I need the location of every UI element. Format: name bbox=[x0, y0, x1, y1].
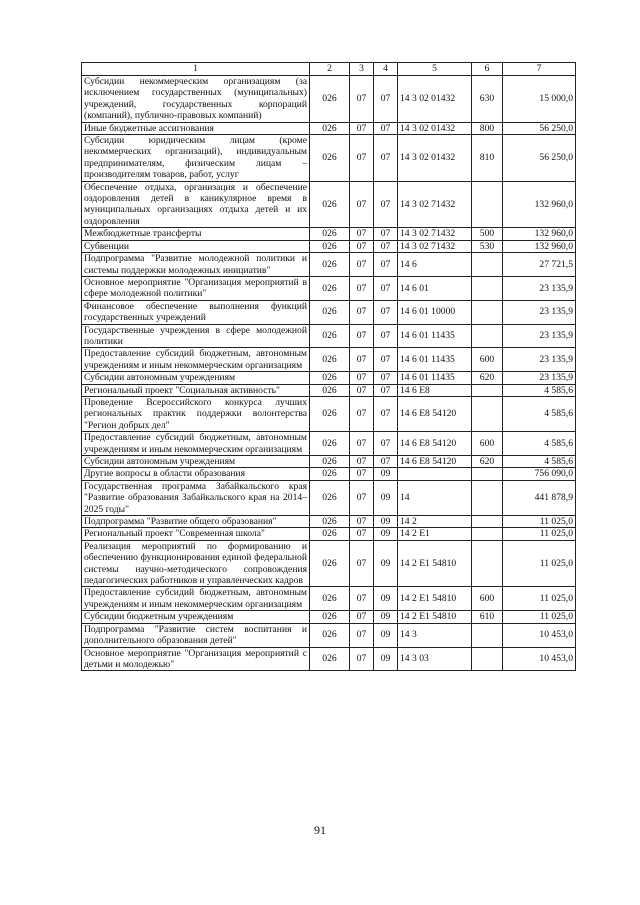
table-row bbox=[82, 540, 576, 587]
target-article-code: 14 3 02 01432 bbox=[398, 135, 472, 182]
row-name: Субсидии автономным учреждениям bbox=[82, 372, 310, 384]
subsection-code: 09 bbox=[374, 516, 398, 528]
row-name: Предоставление субсидий бюджетным, автономным учреждениям и иным некоммерческим организациям bbox=[82, 587, 310, 611]
subsection-code: 07 bbox=[374, 324, 398, 348]
table-row bbox=[82, 587, 576, 611]
row-name: Государственные учреждения в сфере молодежной политики bbox=[82, 324, 310, 348]
expense-type-code: 630 bbox=[472, 76, 503, 123]
expense-type-code bbox=[472, 623, 503, 647]
table-row bbox=[82, 647, 576, 671]
row-name: Проведение Всероссийского конкурса лучших региональных практик поддержки волонтерства "Регион добрых дел" bbox=[82, 396, 310, 431]
expense-type-code: 620 bbox=[472, 372, 503, 384]
row-name: Региональный проект "Социальная активность" bbox=[82, 384, 310, 396]
amount: 11 025,0 bbox=[503, 611, 576, 623]
subsection-code: 07 bbox=[374, 122, 398, 134]
target-article-code: 14 6 01 11435 bbox=[398, 324, 472, 348]
subsection-code: 07 bbox=[374, 372, 398, 384]
expense-type-code bbox=[472, 480, 503, 515]
column-number: 5 bbox=[398, 63, 472, 76]
expense-type-code bbox=[472, 300, 503, 324]
section-code: 07 bbox=[350, 122, 374, 134]
section-code: 07 bbox=[350, 623, 374, 647]
expense-type-code bbox=[472, 253, 503, 277]
row-name: Предоставление субсидий бюджетным, автономным учреждениям и иным некоммерческим организациям bbox=[82, 432, 310, 456]
amount: 56 250,0 bbox=[503, 122, 576, 134]
admin-code: 026 bbox=[310, 587, 350, 611]
admin-code: 026 bbox=[310, 228, 350, 240]
section-code: 07 bbox=[350, 456, 374, 468]
section-code: 07 bbox=[350, 587, 374, 611]
table-row bbox=[82, 253, 576, 277]
amount: 23 135,9 bbox=[503, 372, 576, 384]
amount: 132 960,0 bbox=[503, 228, 576, 240]
table-row bbox=[82, 456, 576, 468]
amount: 23 135,9 bbox=[503, 300, 576, 324]
table-row bbox=[82, 372, 576, 384]
section-code: 07 bbox=[350, 528, 374, 540]
amount: 23 135,9 bbox=[503, 276, 576, 300]
target-article-code: 14 3 02 71432 bbox=[398, 181, 472, 228]
target-article-code: 14 6 01 10000 bbox=[398, 300, 472, 324]
section-code: 07 bbox=[350, 611, 374, 623]
section-code: 07 bbox=[350, 372, 374, 384]
admin-code: 026 bbox=[310, 276, 350, 300]
target-article-code: 14 2 E1 54810 bbox=[398, 611, 472, 623]
subsection-code: 07 bbox=[374, 240, 398, 252]
section-code: 07 bbox=[350, 228, 374, 240]
row-name: Финансовое обеспечение выполнения функций государственных учреждений bbox=[82, 300, 310, 324]
amount: 10 453,0 bbox=[503, 623, 576, 647]
expense-type-code bbox=[472, 324, 503, 348]
admin-code: 026 bbox=[310, 253, 350, 277]
section-code: 07 bbox=[350, 432, 374, 456]
expense-type-code bbox=[472, 468, 503, 480]
budget-table bbox=[81, 62, 576, 671]
row-name: Субвенции bbox=[82, 240, 310, 252]
subsection-code: 07 bbox=[374, 432, 398, 456]
column-number-row bbox=[82, 63, 576, 76]
subsection-code: 07 bbox=[374, 276, 398, 300]
admin-code: 026 bbox=[310, 528, 350, 540]
section-code: 07 bbox=[350, 647, 374, 671]
subsection-code: 07 bbox=[374, 76, 398, 123]
section-code: 07 bbox=[350, 348, 374, 372]
row-name: Государственная программа Забайкальского края "Развитие образования Забайкальского края на 2014–2025 годы" bbox=[82, 480, 310, 515]
subsection-code: 07 bbox=[374, 456, 398, 468]
target-article-code: 14 6 01 bbox=[398, 276, 472, 300]
subsection-code: 09 bbox=[374, 623, 398, 647]
amount: 756 090,0 bbox=[503, 468, 576, 480]
row-name: Межбюджетные трансферты bbox=[82, 228, 310, 240]
table-row bbox=[82, 480, 576, 515]
section-code: 07 bbox=[350, 384, 374, 396]
subsection-code: 09 bbox=[374, 468, 398, 480]
row-name: Субсидии автономным учреждениям bbox=[82, 456, 310, 468]
admin-code: 026 bbox=[310, 135, 350, 182]
admin-code: 026 bbox=[310, 181, 350, 228]
amount: 15 000,0 bbox=[503, 76, 576, 123]
expense-type-code bbox=[472, 181, 503, 228]
row-name: Иные бюджетные ассигнования bbox=[82, 122, 310, 134]
table-row bbox=[82, 324, 576, 348]
table-row bbox=[82, 623, 576, 647]
target-article-code: 14 2 bbox=[398, 516, 472, 528]
subsection-code: 09 bbox=[374, 528, 398, 540]
table-row bbox=[82, 181, 576, 228]
target-article-code: 14 3 bbox=[398, 623, 472, 647]
row-name: Основное мероприятие "Организация мероприятий в сфере молодежной политики" bbox=[82, 276, 310, 300]
page-number: 91 bbox=[314, 823, 326, 837]
admin-code: 026 bbox=[310, 480, 350, 515]
row-name: Другие вопросы в области образования bbox=[82, 468, 310, 480]
admin-code: 026 bbox=[310, 396, 350, 431]
amount: 11 025,0 bbox=[503, 516, 576, 528]
table-row bbox=[82, 300, 576, 324]
expense-type-code: 610 bbox=[472, 611, 503, 623]
subsection-code: 09 bbox=[374, 540, 398, 587]
target-article-code: 14 6 E8 54120 bbox=[398, 456, 472, 468]
section-code: 07 bbox=[350, 468, 374, 480]
amount: 11 025,0 bbox=[503, 540, 576, 587]
admin-code: 026 bbox=[310, 76, 350, 123]
table-row bbox=[82, 384, 576, 396]
section-code: 07 bbox=[350, 135, 374, 182]
row-name: Основное мероприятие "Организация мероприятий с детьми и молодежью" bbox=[82, 647, 310, 671]
amount: 441 878,9 bbox=[503, 480, 576, 515]
admin-code: 026 bbox=[310, 516, 350, 528]
subsection-code: 07 bbox=[374, 253, 398, 277]
section-code: 07 bbox=[350, 480, 374, 515]
column-number: 7 bbox=[503, 63, 576, 76]
target-article-code: 14 3 02 01432 bbox=[398, 76, 472, 123]
expense-type-code bbox=[472, 528, 503, 540]
target-article-code: 14 2 E1 54810 bbox=[398, 587, 472, 611]
target-article-code: 14 2 E1 54810 bbox=[398, 540, 472, 587]
target-article-code: 14 bbox=[398, 480, 472, 515]
row-name: Подпрограмма "Развитие молодежной политики и системы поддержки молодежных инициатив" bbox=[82, 253, 310, 277]
table-row bbox=[82, 240, 576, 252]
admin-code: 026 bbox=[310, 647, 350, 671]
admin-code: 026 bbox=[310, 540, 350, 587]
amount: 4 585,6 bbox=[503, 432, 576, 456]
target-article-code: 14 6 E8 bbox=[398, 384, 472, 396]
table-row bbox=[82, 528, 576, 540]
admin-code: 026 bbox=[310, 372, 350, 384]
expense-type-code bbox=[472, 276, 503, 300]
target-article-code: 14 2 E1 bbox=[398, 528, 472, 540]
admin-code: 026 bbox=[310, 456, 350, 468]
section-code: 07 bbox=[350, 396, 374, 431]
target-article-code: 14 6 01 11435 bbox=[398, 372, 472, 384]
column-number: 1 bbox=[82, 63, 310, 76]
target-article-code: 14 6 E8 54120 bbox=[398, 432, 472, 456]
amount: 10 453,0 bbox=[503, 647, 576, 671]
subsection-code: 09 bbox=[374, 647, 398, 671]
amount: 23 135,9 bbox=[503, 324, 576, 348]
section-code: 07 bbox=[350, 76, 374, 123]
admin-code: 026 bbox=[310, 468, 350, 480]
row-name: Субсидии некоммерческим организациям (за исключением государственных (муниципальных) учреждений, государственных корпораций (компаний), публично-правовых компаний) bbox=[82, 76, 310, 123]
target-article-code: 14 6 E8 54120 bbox=[398, 396, 472, 431]
section-code: 07 bbox=[350, 300, 374, 324]
subsection-code: 09 bbox=[374, 587, 398, 611]
section-code: 07 bbox=[350, 516, 374, 528]
table-row bbox=[82, 516, 576, 528]
expense-type-code: 620 bbox=[472, 456, 503, 468]
table-body bbox=[82, 76, 576, 671]
table-row bbox=[82, 228, 576, 240]
amount: 4 585,6 bbox=[503, 384, 576, 396]
admin-code: 026 bbox=[310, 122, 350, 134]
subsection-code: 09 bbox=[374, 480, 398, 515]
target-article-code: 14 3 02 01432 bbox=[398, 122, 472, 134]
section-code: 07 bbox=[350, 540, 374, 587]
expense-type-code: 600 bbox=[472, 587, 503, 611]
amount: 132 960,0 bbox=[503, 181, 576, 228]
admin-code: 026 bbox=[310, 240, 350, 252]
subsection-code: 07 bbox=[374, 181, 398, 228]
admin-code: 026 bbox=[310, 611, 350, 623]
row-name: Обеспечение отдыха, организация и обеспечение оздоровления детей в каникулярное время в муниципальных организациях отдыха детей и их оздоровления bbox=[82, 181, 310, 228]
target-article-code: 14 6 bbox=[398, 253, 472, 277]
expense-type-code: 600 bbox=[472, 348, 503, 372]
amount: 11 025,0 bbox=[503, 587, 576, 611]
expense-type-code bbox=[472, 396, 503, 431]
target-article-code bbox=[398, 468, 472, 480]
table-row bbox=[82, 432, 576, 456]
expense-type-code bbox=[472, 384, 503, 396]
amount: 27 721,5 bbox=[503, 253, 576, 277]
row-name: Региональный проект "Современная школа" bbox=[82, 528, 310, 540]
amount: 56 250,0 bbox=[503, 135, 576, 182]
column-number: 4 bbox=[374, 63, 398, 76]
expense-type-code: 810 bbox=[472, 135, 503, 182]
subsection-code: 07 bbox=[374, 396, 398, 431]
amount: 11 025,0 bbox=[503, 528, 576, 540]
table-row bbox=[82, 396, 576, 431]
target-article-code: 14 3 03 bbox=[398, 647, 472, 671]
amount: 132 960,0 bbox=[503, 240, 576, 252]
table-row bbox=[82, 348, 576, 372]
row-name: Предоставление субсидий бюджетным, автономным учреждениям и иным некоммерческим организациям bbox=[82, 348, 310, 372]
table-row bbox=[82, 76, 576, 123]
subsection-code: 07 bbox=[374, 348, 398, 372]
section-code: 07 bbox=[350, 181, 374, 228]
expense-type-code: 800 bbox=[472, 122, 503, 134]
row-name: Подпрограмма "Развитие систем воспитания и дополнительного образования детей" bbox=[82, 623, 310, 647]
target-article-code: 14 6 01 11435 bbox=[398, 348, 472, 372]
admin-code: 026 bbox=[310, 432, 350, 456]
subsection-code: 07 bbox=[374, 228, 398, 240]
target-article-code: 14 3 02 71432 bbox=[398, 240, 472, 252]
table-row bbox=[82, 122, 576, 134]
column-number: 2 bbox=[310, 63, 350, 76]
expense-type-code bbox=[472, 540, 503, 587]
section-code: 07 bbox=[350, 240, 374, 252]
admin-code: 026 bbox=[310, 623, 350, 647]
amount: 4 585,6 bbox=[503, 396, 576, 431]
column-number: 3 bbox=[350, 63, 374, 76]
expense-type-code bbox=[472, 647, 503, 671]
expense-type-code: 500 bbox=[472, 228, 503, 240]
table-row bbox=[82, 468, 576, 480]
admin-code: 026 bbox=[310, 384, 350, 396]
amount: 23 135,9 bbox=[503, 348, 576, 372]
table-row bbox=[82, 611, 576, 623]
section-code: 07 bbox=[350, 324, 374, 348]
admin-code: 026 bbox=[310, 300, 350, 324]
row-name: Реализация мероприятий по формированию и обеспечению функционирования единой федеральной системы научно-методического сопровождения педагогических работников и управленческих кадров bbox=[82, 540, 310, 587]
expense-type-code bbox=[472, 516, 503, 528]
row-name: Подпрограмма "Развитие общего образования" bbox=[82, 516, 310, 528]
section-code: 07 bbox=[350, 253, 374, 277]
subsection-code: 07 bbox=[374, 135, 398, 182]
column-number: 6 bbox=[472, 63, 503, 76]
row-name: Субсидии бюджетным учреждениям bbox=[82, 611, 310, 623]
admin-code: 026 bbox=[310, 348, 350, 372]
section-code: 07 bbox=[350, 276, 374, 300]
expense-type-code: 600 bbox=[472, 432, 503, 456]
subsection-code: 09 bbox=[374, 611, 398, 623]
expense-type-code: 530 bbox=[472, 240, 503, 252]
amount: 4 585,6 bbox=[503, 456, 576, 468]
target-article-code: 14 3 02 71432 bbox=[398, 228, 472, 240]
table-row bbox=[82, 135, 576, 182]
admin-code: 026 bbox=[310, 324, 350, 348]
subsection-code: 07 bbox=[374, 300, 398, 324]
table-row bbox=[82, 276, 576, 300]
subsection-code: 07 bbox=[374, 384, 398, 396]
row-name: Субсидии юридическим лицам (кроме некоммерческих организаций), индивидуальным предпринимателям, физическим лицам – производителям товаров, работ, услуг bbox=[82, 135, 310, 182]
